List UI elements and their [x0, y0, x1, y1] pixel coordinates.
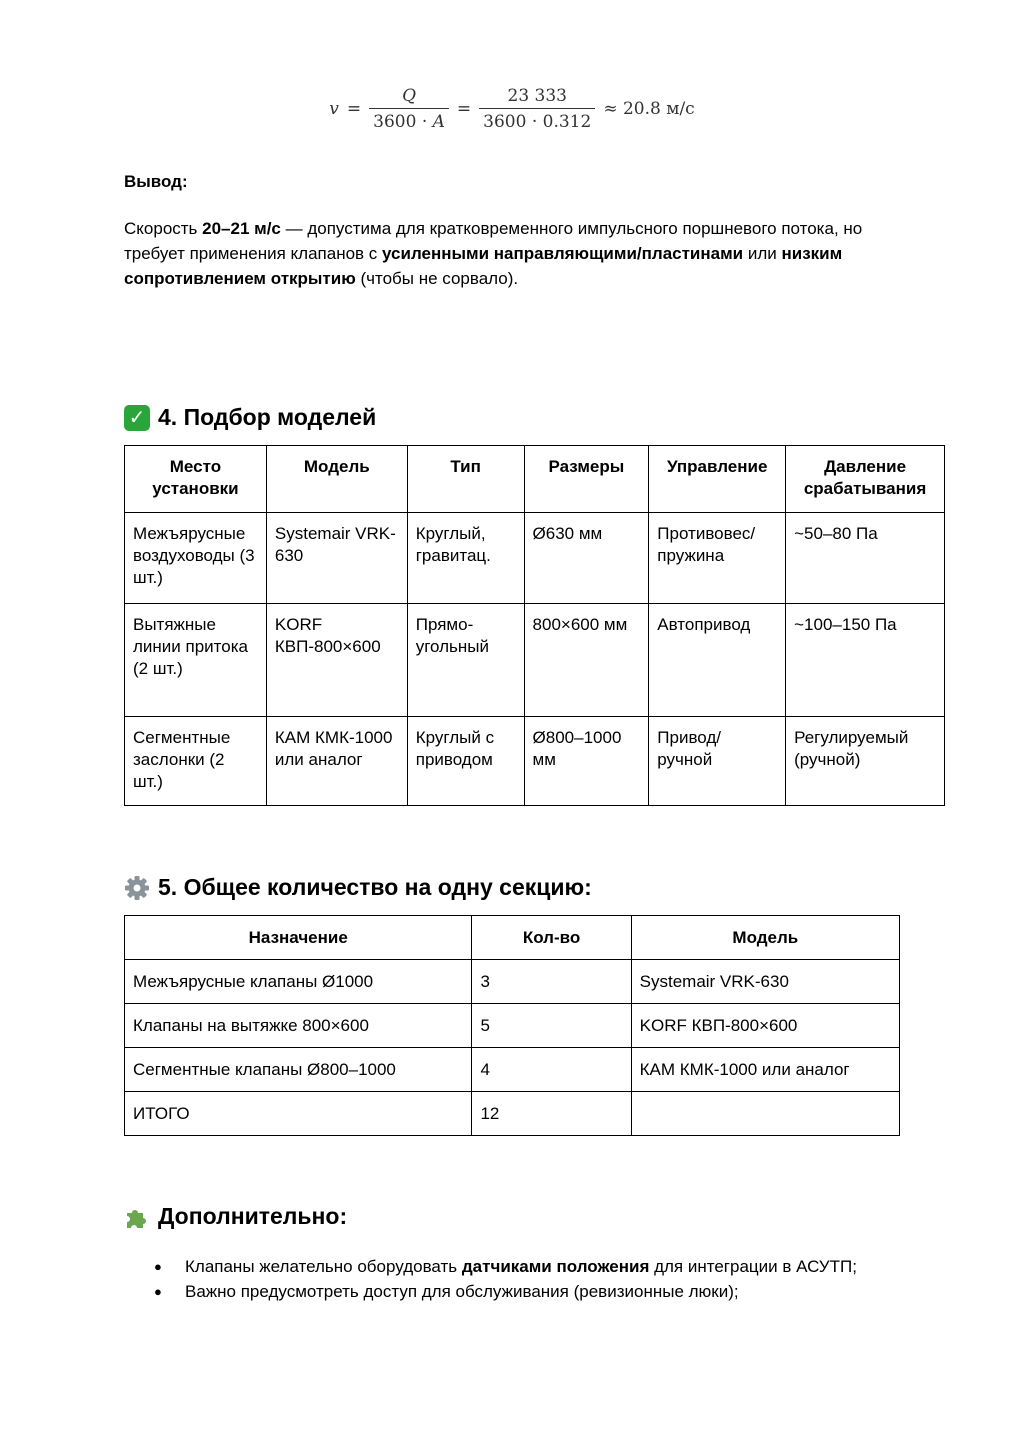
table-row	[125, 960, 900, 1004]
formula-result: ≈ 20.8 м/с	[603, 99, 695, 119]
table-cell: KORF КВП-800×600	[631, 1004, 899, 1048]
formula-f2-numerator: 23 333	[507, 86, 567, 106]
table-cell	[631, 1092, 899, 1136]
formula-f1-numerator: Q	[402, 86, 416, 106]
table-cell: 5	[472, 1004, 631, 1048]
section-4-title: 4. Подбор моделей	[158, 404, 377, 430]
table-row	[125, 1048, 900, 1092]
column-header: Назначение	[125, 916, 472, 960]
column-header: Управление	[649, 446, 786, 513]
table-cell: Сегментные заслонки (2 шт.)	[125, 717, 267, 806]
conclusion-speed: 20–21 м/с	[202, 219, 281, 238]
table-cell: Вытяжные линии притока (2 шт.)	[125, 604, 267, 717]
column-header: Кол-во	[472, 916, 631, 960]
table-cell: ~50–80 Па	[786, 513, 945, 604]
models-table	[124, 445, 945, 806]
table-cell: Регулируемый (ручной)	[786, 717, 945, 806]
list-item: ● Важно предусмотреть доступ для обслуживания (ревизионные люки);	[185, 1279, 965, 1304]
section-5-heading	[124, 874, 592, 901]
formula-f1-denominator: 3600 ·	[373, 112, 433, 132]
table-cell: 4	[472, 1048, 631, 1092]
table-cell: Круглый, гравитац.	[407, 513, 524, 604]
puzzle-piece-icon	[124, 1204, 150, 1230]
conclusion-title: Вывод:	[124, 172, 188, 191]
extra-title: Дополнительно:	[158, 1203, 348, 1229]
table-cell: Прямо-угольный	[407, 604, 524, 717]
table-cell: 800×600 мм	[524, 604, 649, 717]
table-row	[125, 717, 945, 806]
table-cell: Привод/ ручной	[649, 717, 786, 806]
formula-lhs: v	[329, 99, 339, 119]
table-header-row	[125, 916, 900, 960]
table-cell: Клапаны на вытяжке 800×600	[125, 1004, 472, 1048]
table-row	[125, 513, 945, 604]
check-mark-button-icon: ✓	[124, 405, 150, 431]
table-cell: Systemair VRK-630	[631, 960, 899, 1004]
table-cell: Сегментные клапаны Ø800–1000	[125, 1048, 472, 1092]
conclusion-paragraph: Скорость 20–21 м/с — допустима для кратковременного импульсного поршневого потока, но требует применения клапанов с усиленными направляющими/пластинами или низким сопротивлением открытию (чтобы не сорвало).	[124, 219, 863, 288]
column-header: Модель	[266, 446, 407, 513]
table-cell: ИТОГО	[125, 1092, 472, 1136]
list-item: ● Клапаны желательно оборудовать датчиками положения для интеграции в АСУТП;	[185, 1254, 965, 1279]
table-cell: 12	[472, 1092, 631, 1136]
formula-fraction-2	[479, 86, 595, 132]
table-row	[125, 1004, 900, 1048]
quantity-table	[124, 915, 900, 1136]
table-row	[125, 604, 945, 717]
gear-icon	[124, 875, 150, 901]
column-header: Давление срабатывания	[786, 446, 945, 513]
formula-f1-denominator-var: A	[432, 112, 445, 132]
section-4-heading	[124, 404, 376, 431]
table-cell: Ø800–1000 мм	[524, 717, 649, 806]
table-cell: KORF КВП-800×600	[266, 604, 407, 717]
table-cell: Systemair VRK-630	[266, 513, 407, 604]
table-cell: Ø630 мм	[524, 513, 649, 604]
extra-list	[124, 1254, 965, 1304]
table-cell: Противовес/ пружина	[649, 513, 786, 604]
section-5-title: 5. Общее количество на одну секцию:	[158, 874, 592, 900]
column-header: Тип	[407, 446, 524, 513]
table-cell: Круглый с приводом	[407, 717, 524, 806]
table-cell: Автопривод	[649, 604, 786, 717]
table-header-row	[125, 446, 945, 513]
table-cell: КАМ КМК-1000 или аналог	[631, 1048, 899, 1092]
formula-fraction-1	[369, 86, 449, 132]
table-cell: 3	[472, 960, 631, 1004]
table-cell: Межъярусные воздуховоды (3 шт.)	[125, 513, 267, 604]
table-cell: ~100–150 Па	[786, 604, 945, 717]
velocity-formula: v = $\frac{Q}{3600 \cdot A}$ = $\frac{23 333}{3600 \cdot 0.312}$ ≈ 20.8 м/с	[329, 86, 695, 132]
table-row-total	[125, 1092, 900, 1136]
table-cell: Межъярусные клапаны Ø1000	[125, 960, 472, 1004]
formula-f2-denominator: 3600 · 0.312	[479, 108, 595, 132]
column-header: Модель	[631, 916, 899, 960]
extra-heading	[124, 1203, 347, 1230]
column-header: Размеры	[524, 446, 649, 513]
table-cell: КАМ КМК-1000 или аналог	[266, 717, 407, 806]
column-header: Место установки	[125, 446, 267, 513]
